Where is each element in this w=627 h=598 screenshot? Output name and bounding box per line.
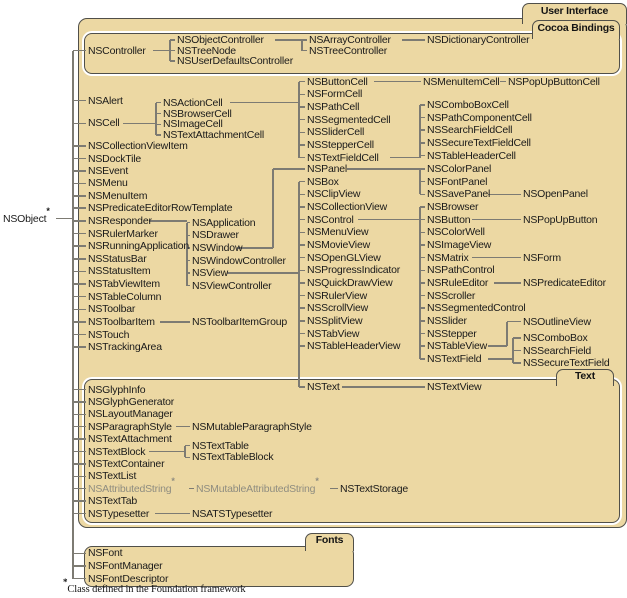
connector-line <box>358 219 420 221</box>
class-nslayoutmanager: NSLayoutManager <box>88 408 173 421</box>
connector-line <box>73 553 86 555</box>
class-nspathcomponentcell: NSPathComponentCell <box>427 111 532 124</box>
connector-line <box>73 321 86 323</box>
connector-line <box>420 206 425 208</box>
connector-line <box>73 123 86 125</box>
tab-cocoa-bindings <box>532 20 620 39</box>
class-nstrackingarea: NSTrackingArea <box>88 341 162 354</box>
connector-line <box>420 295 425 297</box>
class-nsmenuitemcell: NSMenuItemCell <box>423 75 500 88</box>
connector-line <box>299 194 305 196</box>
connector-line <box>299 119 305 121</box>
connector-line <box>420 270 425 272</box>
connector-line <box>299 244 305 246</box>
class-nsalert: NSAlert <box>88 94 123 107</box>
connector-line <box>420 345 425 347</box>
connector-line <box>73 233 86 235</box>
class-nssavepanel: NSSavePanel <box>427 188 491 201</box>
connector-line <box>420 257 425 259</box>
class-nscomboboxcell: NSComboBoxCell <box>427 98 509 111</box>
class-nsevent: NSEvent <box>88 165 129 177</box>
connector-line <box>170 60 175 62</box>
connector-line <box>123 123 156 125</box>
connector-line-vertical <box>506 322 508 347</box>
connector-line <box>237 247 273 249</box>
connector-line <box>153 50 170 52</box>
connector-line <box>149 451 185 453</box>
class-nsstepper: NSStepper <box>427 327 477 340</box>
class-nstextattachmentcell: NSTextAttachmentCell <box>163 129 265 142</box>
connector-line <box>73 145 86 147</box>
connector-line <box>73 170 86 172</box>
connector-line <box>73 389 86 391</box>
class-nsopenglview: NSOpenGLView <box>307 251 381 264</box>
class-nsatstypesetter: NSATSTypesetter <box>192 507 273 520</box>
class-nsruleeditor: NSRuleEditor <box>427 276 489 289</box>
class-nstextstorage: NSTextStorage <box>340 482 409 495</box>
connector-line <box>185 445 190 447</box>
connector-line <box>299 181 305 183</box>
connector-line <box>156 102 161 104</box>
connector-line <box>230 102 299 104</box>
class-nsview: NSView <box>192 267 228 280</box>
class-nspopupbutton: NSPopUpButton <box>523 213 598 226</box>
connector-line <box>73 488 86 490</box>
class-nswindowcontroller: NSWindowController <box>192 254 286 267</box>
connector-line <box>488 345 507 347</box>
class-nstablecolumn: NSTableColumn <box>88 290 162 303</box>
connector-line <box>73 451 86 453</box>
class-nsmovieview: NSMovieView <box>307 239 370 251</box>
connector-line <box>155 513 190 515</box>
class-nsscrollview: NSScrollView <box>307 302 369 315</box>
class-nsobjectcontroller: NSObjectController <box>177 34 264 46</box>
connector-line <box>420 117 425 119</box>
class-nssplitview: NSSplitView <box>307 314 363 327</box>
connector-line <box>420 333 425 335</box>
connector-line <box>347 168 420 170</box>
class-nsmenuitem: NSMenuItem <box>88 190 148 202</box>
connector-line <box>299 270 305 272</box>
connector-line <box>513 337 521 339</box>
class-nsclipview: NSClipView <box>307 188 361 201</box>
connector-line <box>342 386 425 388</box>
class-nsrunningapplication: NSRunningApplication <box>88 240 190 253</box>
class-nspathcontrol: NSPathControl <box>427 264 495 277</box>
class-nsslider: NSSlider <box>427 314 467 327</box>
connector-line <box>227 272 299 274</box>
connector-line <box>185 457 190 459</box>
class-nsquickdrawview: NSQuickDrawView <box>307 276 393 289</box>
class-nstreecontroller: NSTreeController <box>309 44 388 57</box>
connector-line <box>299 295 305 297</box>
footnote-asterisk: * <box>63 576 68 587</box>
connector-line <box>73 414 86 416</box>
class-nstexttab: NSTextTab <box>88 495 137 508</box>
connector-line <box>73 426 86 428</box>
connector-line <box>156 134 161 136</box>
connector-line <box>170 50 175 52</box>
connector-line <box>330 488 338 490</box>
connector-line <box>73 500 86 502</box>
connector-line <box>299 206 305 208</box>
class-nsmatrix: NSMatrix <box>427 251 469 264</box>
class-nsglyphgenerator: NSGlyphGenerator <box>88 395 175 408</box>
class-nsscroller: NSScroller <box>427 289 476 302</box>
connector-line <box>73 258 86 260</box>
class-nscell: NSCell <box>88 117 120 130</box>
connector-line <box>500 81 506 83</box>
class-nsbrowser: NSBrowser <box>427 201 479 213</box>
class-nsactioncell: NSActionCell <box>163 96 223 109</box>
class-nsuserdefaultscontroller: NSUserDefaultsController <box>177 55 293 67</box>
class-nstextlist: NSTextList <box>88 470 137 483</box>
connector-line <box>187 285 190 287</box>
class-nsfontdescriptor: NSFontDescriptor <box>88 572 169 585</box>
class-nstexttable: NSTextTable <box>192 439 249 452</box>
class-nscombobox: NSComboBox <box>523 332 588 344</box>
connector-line <box>299 81 305 83</box>
connector-line <box>420 155 425 157</box>
connector-line <box>420 320 425 322</box>
connector-line <box>56 218 73 220</box>
connector-line <box>420 358 425 360</box>
class-nsbuttoncell: NSButtonCell <box>307 75 368 88</box>
connector-line <box>420 282 425 284</box>
class-nsrulermarker: NSRulerMarker <box>88 227 158 240</box>
class-nsmutableparagraphstyle: NSMutableParagraphStyle <box>192 420 312 433</box>
connector-line <box>420 232 425 234</box>
connector-line <box>420 307 425 309</box>
class-nstextfield: NSTextField <box>427 352 482 365</box>
class-nsdrawer: NSDrawer <box>192 229 239 242</box>
connector-line <box>73 245 86 247</box>
class-nsarraycontroller: NSArrayController <box>309 34 391 46</box>
class-nscolorpanel: NSColorPanel <box>427 163 492 175</box>
class-nstableview: NSTableView <box>427 340 488 353</box>
class-nsapplication: NSApplication <box>192 216 256 229</box>
class-nstextcontainer: NSTextContainer <box>88 457 165 470</box>
connector-line <box>513 350 521 352</box>
connector-line-vertical <box>419 105 421 158</box>
connector-line <box>299 106 305 108</box>
connector-line <box>299 157 305 159</box>
connector-line <box>420 194 425 196</box>
class-nstoolbar: NSToolbar <box>88 303 136 316</box>
connector-line <box>420 129 425 131</box>
class-nssegmentedcontrol: NSSegmentedControl <box>427 302 526 315</box>
class-nsfontmanager: NSFontManager <box>88 560 163 572</box>
connector-line <box>170 39 175 41</box>
connector-line <box>73 476 86 478</box>
class-nstextattachment: NSTextAttachment <box>88 433 172 446</box>
class-nstexttableblock: NSTextTableBlock <box>192 451 274 464</box>
connector-line <box>472 257 521 259</box>
connector-line <box>73 207 86 209</box>
connector-line <box>73 283 86 285</box>
connector-line <box>302 50 307 52</box>
footnote-text: Class defined in the Foundation framework <box>67 584 246 595</box>
connector-line <box>73 565 86 567</box>
connector-line-vertical <box>298 182 300 387</box>
connector-line <box>73 296 86 298</box>
connector-line <box>420 181 425 183</box>
connector-line <box>73 309 86 311</box>
class-nsfont: NSFont <box>88 547 123 560</box>
class-nsimagecell: NSImageCell <box>163 118 223 131</box>
connector-line <box>299 132 305 134</box>
connector-line <box>299 232 305 234</box>
connector-line <box>299 219 305 221</box>
connector-line <box>420 244 425 246</box>
connector-line <box>73 195 86 197</box>
connector-line <box>187 272 190 274</box>
class-nstabview: NSTabView <box>307 327 360 340</box>
class-nspredicateeditor: NSPredicateEditor <box>523 276 606 289</box>
class-nsfontpanel: NSFontPanel <box>427 175 488 188</box>
class-nsprogressindicator: NSProgressIndicator <box>307 264 401 277</box>
class-nsstatusitem: NSStatusItem <box>88 265 151 278</box>
connector-line <box>187 222 190 224</box>
class-nscolorwell: NSColorWell <box>427 226 485 239</box>
class-nssecuretextfieldcell: NSSecureTextFieldCell <box>427 136 531 149</box>
connector-line <box>374 81 421 83</box>
connector-line <box>299 94 305 96</box>
connector-line <box>299 282 305 284</box>
class-nstoolbaritem: NSToolbarItem <box>88 315 155 328</box>
connector-line <box>176 426 190 428</box>
class-nscollectionviewitem: NSCollectionViewItem <box>88 140 188 152</box>
class-nsobject <box>3 206 50 225</box>
class-nsresponder: NSResponder <box>88 214 152 227</box>
connector-line <box>156 113 161 115</box>
foundation-asterisk: * <box>46 206 50 216</box>
connector-line <box>420 219 425 221</box>
connector-line <box>420 104 425 106</box>
class-nsmenu: NSMenu <box>88 177 128 190</box>
class-label: NSObject <box>3 212 47 225</box>
class-nspredicateeditorrowtemplate: NSPredicateEditorRowTemplate <box>88 202 233 215</box>
connector-line <box>73 271 86 273</box>
tab-label-user-interface: User Interface <box>540 5 609 17</box>
connector-line <box>73 100 86 102</box>
class-nstypesetter: NSTypesetter <box>88 507 150 520</box>
class-nssteppercell: NSStepperCell <box>307 139 374 151</box>
class-nsimageview: NSImageView <box>427 239 492 251</box>
connector-line <box>73 401 86 403</box>
class-nstouch: NSTouch <box>88 328 130 341</box>
connector-line <box>507 321 521 323</box>
class-nspanel: NSPanel <box>307 163 348 175</box>
class-nstabviewitem: NSTabViewItem <box>88 278 160 290</box>
class-nsdictionarycontroller: NSDictionaryController <box>427 34 530 46</box>
tab-label-fonts: Fonts <box>315 534 344 546</box>
connector-line <box>273 168 305 170</box>
class-nstreenode: NSTreeNode <box>177 44 236 57</box>
connector-line-vertical <box>272 169 274 248</box>
connector-line <box>299 333 305 335</box>
connector-line <box>73 463 86 465</box>
class-nsmutableattributedstring <box>196 476 319 495</box>
class-nstoolbaritemgroup: NSToolbarItemGroup <box>192 315 288 328</box>
connector-line <box>494 282 521 284</box>
class-nsbox: NSBox <box>307 175 339 188</box>
class-label: NSMutableAttributedString <box>196 482 316 495</box>
class-nsstatusbar: NSStatusBar <box>88 252 147 265</box>
class-nsslidercell: NSSliderCell <box>307 126 365 139</box>
connector-line <box>187 235 190 237</box>
connector-line <box>160 321 190 323</box>
connector-line <box>390 157 420 159</box>
class-nssearchfield: NSSearchField <box>523 344 592 357</box>
connector-line <box>73 158 86 160</box>
connector-line-vertical <box>155 103 157 135</box>
class-nsbutton: NSButton <box>427 213 471 226</box>
class-nscollectionview: NSCollectionView <box>307 201 388 213</box>
class-nscontrol: NSControl <box>307 213 354 226</box>
connector-line <box>472 219 521 221</box>
connector-line <box>299 386 305 388</box>
connector-line <box>73 334 86 336</box>
class-nsparagraphstyle: NSParagraphStyle <box>88 420 172 433</box>
connector-line <box>299 320 305 322</box>
connector-line <box>513 362 521 364</box>
class-nsform: NSForm <box>523 251 561 264</box>
class-nssearchfieldcell: NSSearchFieldCell <box>427 124 513 137</box>
connector-line-vertical <box>186 223 188 286</box>
connector-line <box>73 183 86 185</box>
class-nsviewcontroller: NSViewController <box>192 279 272 292</box>
tab-label-text: Text <box>574 370 595 382</box>
class-nstextblock: NSTextBlock <box>88 445 146 458</box>
tab-label-cocoa-bindings: Cocoa Bindings <box>537 21 615 34</box>
connector-line <box>299 345 305 347</box>
connector-line <box>189 488 194 490</box>
connector-line-vertical <box>184 446 186 458</box>
tab-text <box>556 369 614 386</box>
connector-line <box>420 168 425 170</box>
connector-line <box>73 346 86 348</box>
connector-line <box>73 50 86 52</box>
connector-line <box>299 144 305 146</box>
connector-line <box>187 260 190 262</box>
class-nstableheadercell: NSTableHeaderCell <box>427 149 516 162</box>
class-nsrulerview: NSRulerView <box>307 289 368 302</box>
connector-line <box>73 578 86 580</box>
class-nswindow: NSWindow <box>192 241 243 254</box>
foundation-asterisk: * <box>171 476 175 487</box>
connector-line <box>420 142 425 144</box>
class-nsoutlineview: NSOutlineView <box>523 315 591 328</box>
class-label: NSAttributedString <box>88 482 172 495</box>
class-nsglyphinfo: NSGlyphInfo <box>88 383 146 396</box>
connector-line <box>488 194 521 196</box>
class-nsdocktile: NSDockTile <box>88 152 142 165</box>
class-nspathcell: NSPathCell <box>307 101 360 113</box>
connector-line <box>156 124 161 126</box>
class-nstext: NSText <box>307 381 340 393</box>
class-nsbrowsercell: NSBrowserCell <box>163 107 232 120</box>
connector-line <box>299 307 305 309</box>
connector-line <box>149 220 187 222</box>
connector-line <box>73 513 86 515</box>
class-nspopupbuttoncell: NSPopUpButtonCell <box>508 75 600 88</box>
class-nsmenuview: NSMenuView <box>307 226 369 239</box>
class-nstextfieldcell: NSTextFieldCell <box>307 151 379 164</box>
connector-line <box>299 257 305 259</box>
connector-line <box>402 39 425 41</box>
connector-line <box>302 39 307 41</box>
class-nstableheaderview: NSTableHeaderView <box>307 340 401 353</box>
class-nssegmentedcell: NSSegmentedCell <box>307 113 391 126</box>
class-nstextview: NSTextView <box>427 381 482 393</box>
class-nscontroller: NSController <box>88 44 146 57</box>
connector-line <box>488 358 513 360</box>
tab-fonts <box>305 533 354 551</box>
class-nssecuretextfield: NSSecureTextField <box>523 357 610 370</box>
connector-line <box>73 220 86 222</box>
connector-line <box>275 39 302 41</box>
class-nsopenpanel: NSOpenPanel <box>523 188 588 201</box>
foundation-asterisk: * <box>315 476 319 487</box>
connector-line <box>73 438 86 440</box>
class-nsformcell: NSFormCell <box>307 88 363 101</box>
